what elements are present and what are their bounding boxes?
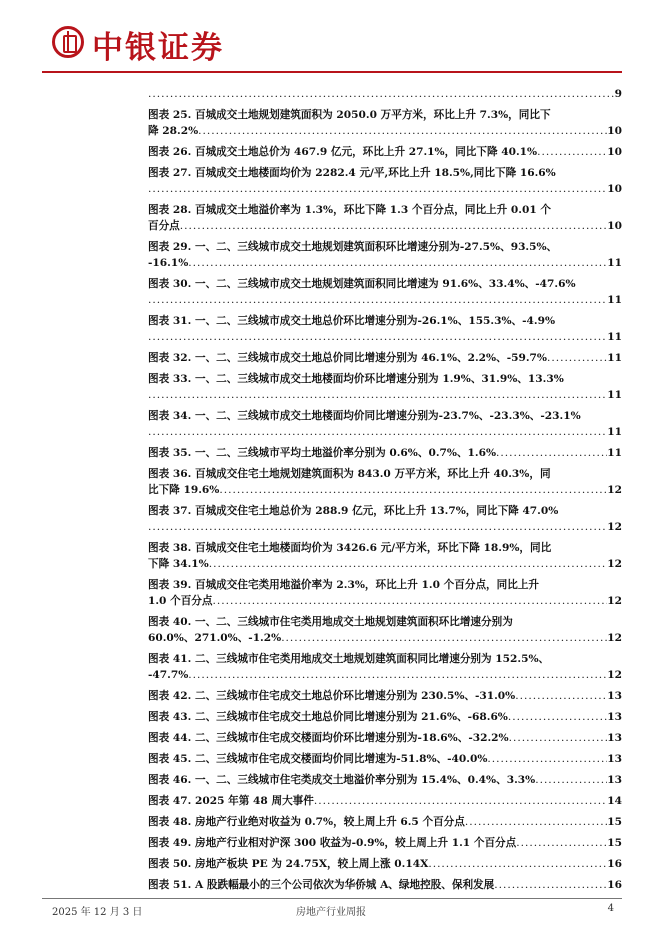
toc-leader-dots bbox=[180, 218, 607, 234]
footer-date: 2025 年 12 月 3 日 bbox=[52, 907, 143, 918]
toc-entry[interactable] bbox=[148, 202, 622, 234]
toc-page-number: 12 bbox=[607, 669, 622, 681]
toc-entry-text: 图表 37. 百城成交住宅土地总价为 288.9 亿元，环比上升 13.7%，同比下降 47.0% bbox=[148, 505, 559, 517]
toc-entry[interactable] bbox=[148, 709, 622, 725]
toc-leader-dots bbox=[516, 835, 607, 851]
toc-entry[interactable] bbox=[148, 350, 622, 366]
toc-page-number: 12 bbox=[607, 632, 622, 644]
toc-entry-text: 图表 48. 房地产行业绝对收益为 0.7%，较上周上升 6.5 个百分点 bbox=[148, 816, 465, 828]
toc-page-number: 13 bbox=[607, 711, 622, 723]
toc-page-number: 10 bbox=[607, 183, 622, 195]
toc-page-number: 12 bbox=[607, 521, 622, 533]
toc-leader-dots bbox=[148, 387, 607, 403]
toc-entry-text: 图表 27. 百城成交土地楼面均价为 2282.4 元/平,环比上升 18.5%,同比下降 16.6% bbox=[148, 167, 556, 179]
toc-entry[interactable] bbox=[148, 688, 622, 704]
toc-entry-text: 下降 34.1% bbox=[148, 558, 209, 570]
footer-title: 房地产行业周报 bbox=[296, 907, 366, 918]
toc-page-number: 13 bbox=[607, 774, 622, 786]
toc-entry-text: 1.0 个百分点 bbox=[148, 595, 213, 607]
toc-leader-dots bbox=[535, 772, 607, 788]
toc-entry[interactable] bbox=[148, 466, 622, 498]
toc-leader-dots bbox=[148, 181, 607, 197]
toc-entry-text: 图表 46. 一、二、三线城市住宅类成交土地溢价率分别为 15.4%、0.4%、3.3% bbox=[148, 774, 536, 786]
toc-leader-dots bbox=[509, 730, 608, 746]
toc-entry[interactable] bbox=[148, 751, 622, 767]
toc-entry-text: 图表 30. 一、二、三线城市成交土地规划建筑面积同比增速为 91.6%、33.4%、-47.6% bbox=[148, 278, 576, 290]
toc-leader-dots bbox=[188, 255, 607, 271]
toc-leader-dots bbox=[213, 593, 608, 609]
toc-entry-text: 图表 45. 二、三线城市住宅成交楼面均价同比增速为-51.8%、-40.0% bbox=[148, 753, 488, 765]
toc-leader-dots bbox=[148, 519, 607, 535]
toc-entry[interactable] bbox=[148, 877, 622, 893]
toc-leader-dots bbox=[209, 556, 608, 572]
toc-entry[interactable] bbox=[148, 540, 622, 572]
toc-page-number: 12 bbox=[607, 484, 622, 496]
toc-leader-dots bbox=[148, 292, 607, 308]
toc-entry-text: 图表 35. 一、二、三线城市平均土地溢价率分别为 0.6%、0.7%、1.6% bbox=[148, 447, 497, 459]
toc-leader-dots bbox=[496, 445, 607, 461]
toc-leader-dots bbox=[148, 424, 607, 440]
toc-entry-text: 百分点 bbox=[148, 220, 180, 232]
toc-entry-text: 图表 41. 二、三线城市住宅类用地成交土地规划建筑面积同比增速分别为 152.5%、 bbox=[148, 653, 550, 665]
toc-entry[interactable] bbox=[148, 772, 622, 788]
toc-leader-dots bbox=[547, 350, 607, 366]
toc-entry[interactable] bbox=[148, 577, 622, 609]
toc-entry-text: 降 28.2% bbox=[148, 125, 199, 137]
toc-entry-text: 图表 40. 一、二、三线城市住宅类用地成交土地规划建筑面积环比增速分别为 bbox=[148, 616, 513, 628]
toc-page-number: 11 bbox=[607, 447, 622, 459]
toc-entry[interactable] bbox=[148, 814, 622, 830]
toc-entry-text: 图表 29. 一、二、三线城市成交土地规划建筑面积环比增速分别为-27.5%、93.5%、 bbox=[148, 241, 558, 253]
bank-logo-icon bbox=[52, 26, 84, 58]
toc-entry-text: -47.7% bbox=[148, 669, 189, 681]
toc-entry-text: 图表 51. A 股跌幅最小的三个公司依次为华侨城 A、绿地控股、保利发展 bbox=[148, 879, 495, 891]
toc-leader-dots bbox=[465, 814, 607, 830]
toc-page-number: 11 bbox=[607, 294, 622, 306]
toc-page-number: 16 bbox=[607, 879, 622, 891]
toc-page-number: 13 bbox=[607, 732, 622, 744]
brand-name: 中银证券 bbox=[92, 30, 224, 66]
toc-entry[interactable] bbox=[148, 614, 622, 646]
toc-entry-text: 图表 47. 2025 年第 48 周大事件 bbox=[148, 795, 314, 807]
toc-leader-dots bbox=[494, 877, 607, 893]
toc-leader-dots bbox=[508, 709, 607, 725]
toc-page-number: 10 bbox=[607, 146, 622, 158]
toc-page-number: 11 bbox=[607, 352, 622, 364]
toc-page-number: 15 bbox=[607, 837, 622, 849]
toc-page-number: 16 bbox=[607, 858, 622, 870]
toc-page-number: 12 bbox=[607, 558, 622, 570]
page-header bbox=[0, 0, 662, 75]
toc-leader-dots bbox=[428, 856, 607, 872]
toc-leader-dots bbox=[314, 793, 607, 809]
toc-leader-dots bbox=[537, 144, 607, 160]
header-divider bbox=[42, 71, 622, 73]
footer-page-number: 4 bbox=[607, 903, 614, 914]
toc-leader-dots bbox=[487, 751, 607, 767]
toc-entry-text: 图表 26. 百城成交土地总价为 467.9 亿元，环比上升 27.1%，同比下降 40.1% bbox=[148, 146, 538, 158]
toc-entry[interactable] bbox=[148, 651, 622, 683]
toc-entry-text: -16.1% bbox=[148, 257, 189, 269]
toc-page-number: 11 bbox=[607, 331, 622, 343]
toc-entry[interactable] bbox=[148, 144, 622, 160]
toc-entry-text: 图表 28. 百城成交土地溢价率为 1.3%，环比下降 1.3 个百分点，同比上升 0.01 个 bbox=[148, 204, 552, 216]
toc-entry-text: 60.0%、271.0%、-1.2% bbox=[148, 632, 282, 644]
toc-leader-dots bbox=[219, 482, 607, 498]
toc-page-number: 10 bbox=[607, 220, 622, 232]
toc-entry[interactable] bbox=[148, 445, 622, 461]
toc-entry[interactable] bbox=[148, 371, 622, 403]
toc-entry[interactable] bbox=[148, 503, 622, 535]
toc-page-number: 14 bbox=[607, 795, 622, 807]
toc-page-number: 11 bbox=[607, 426, 622, 438]
toc-leader-dots bbox=[148, 329, 607, 345]
toc-leader-dots bbox=[188, 667, 607, 683]
toc-entry-text: 图表 42. 二、三线城市住宅成交土地总价环比增速分别为 230.5%、-31.0% bbox=[148, 690, 516, 702]
toc-leader-dots bbox=[198, 123, 607, 139]
toc-entry[interactable] bbox=[148, 313, 622, 345]
toc-entry[interactable] bbox=[148, 276, 622, 308]
toc-entry-text: 图表 43. 二、三线城市住宅成交土地总价同比增速分别为 21.6%、-68.6% bbox=[148, 711, 508, 723]
toc-entry-text: 图表 36. 百城成交住宅土地规划建筑面积为 843.0 万平方米，环比上升 40.3%，同 bbox=[148, 468, 551, 480]
toc-entry-text: 图表 33. 一、二、三线城市成交土地楼面均价环比增速分别为 1.9%、31.9%、13.3% bbox=[148, 373, 564, 385]
toc-leader-dots bbox=[515, 688, 607, 704]
footer-divider bbox=[42, 898, 622, 899]
toc-page-number: 9 bbox=[614, 88, 622, 100]
toc-entry[interactable] bbox=[148, 856, 622, 872]
toc-entry-text: 图表 25. 百城成交土地规划建筑面积为 2050.0 万平方米，环比上升 7.3%，同比下 bbox=[148, 109, 551, 121]
toc-page-number: 15 bbox=[607, 816, 622, 828]
toc-entry[interactable] bbox=[148, 793, 622, 809]
toc-leader-dots bbox=[148, 86, 615, 102]
toc-entry-text: 图表 34. 一、二、三线城市成交土地楼面均价同比增速分别为-23.7%、-23.3%、-23.1% bbox=[148, 410, 581, 422]
toc-entry-text: 图表 44. 二、三线城市住宅成交楼面均价环比增速分别为-18.6%、-32.2% bbox=[148, 732, 509, 744]
toc-entry-text: 比下降 19.6% bbox=[148, 484, 220, 496]
toc-entry-text: 图表 49. 房地产行业相对沪深 300 收益为-0.9%，较上周上升 1.1 个百分点 bbox=[148, 837, 517, 849]
toc-entry-text: 图表 50. 房地产板块 PE 为 24.75X，较上周上涨 0.14X bbox=[148, 858, 429, 870]
toc-entry[interactable] bbox=[148, 107, 622, 139]
toc-entry[interactable] bbox=[148, 86, 622, 102]
toc-entry-text: 图表 39. 百城成交住宅类用地溢价率为 2.3%，环比上升 1.0 个百分点，同比上升 bbox=[148, 579, 540, 591]
toc-leader-dots bbox=[281, 630, 607, 646]
toc-entry[interactable] bbox=[148, 730, 622, 746]
toc-entry-text: 图表 31. 一、二、三线城市成交土地总价环比增速分别为-26.1%、155.3%、-4.9% bbox=[148, 315, 556, 327]
table-of-figures bbox=[148, 86, 622, 898]
toc-page-number: 10 bbox=[607, 125, 622, 137]
toc-page-number: 11 bbox=[607, 257, 622, 269]
toc-entry-text: 图表 38. 百城成交住宅土地楼面均价为 3426.6 元/平方米，环比下降 18.9%，同比 bbox=[148, 542, 552, 554]
toc-page-number: 12 bbox=[607, 595, 622, 607]
toc-entry[interactable] bbox=[148, 408, 622, 440]
toc-entry[interactable] bbox=[148, 835, 622, 851]
toc-entry[interactable] bbox=[148, 165, 622, 197]
toc-page-number: 13 bbox=[607, 753, 622, 765]
toc-entry[interactable] bbox=[148, 239, 622, 271]
toc-entry-text: 图表 32. 一、二、三线城市成交土地总价同比增速分别为 46.1%、2.2%、-59.7% bbox=[148, 352, 547, 364]
toc-page-number: 13 bbox=[607, 690, 622, 702]
toc-page-number: 11 bbox=[607, 389, 622, 401]
